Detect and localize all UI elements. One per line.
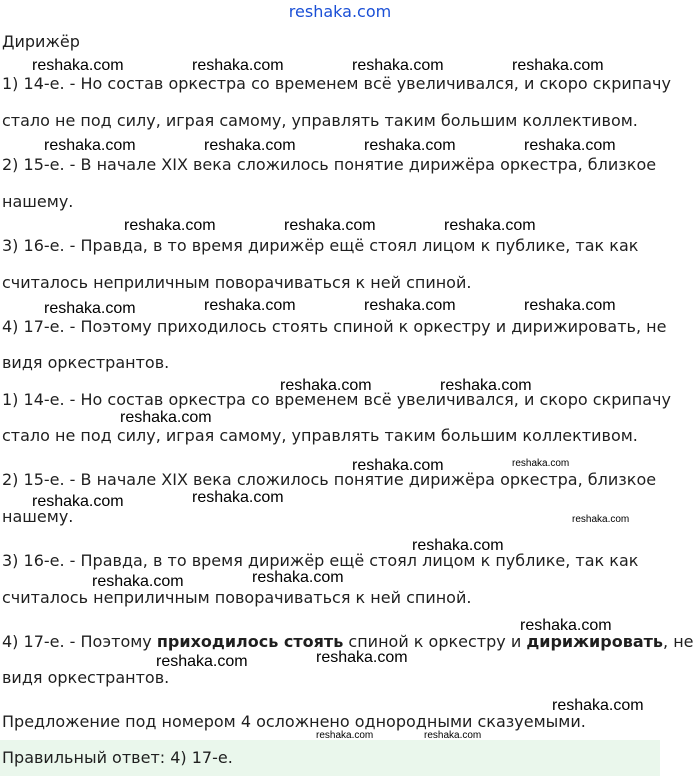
answer-box — [0, 740, 660, 776]
analysis-sentence-3-line-2: считалось неприличным поворачиваться к ней спиной. — [2, 588, 472, 607]
watermark: reshaka.com — [364, 137, 456, 154]
watermark: reshaka.com — [520, 617, 612, 634]
sentence-4-line-1: 4) 17-е. - Поэтому приходилось стоять спиной к оркестру и дирижировать, не — [2, 317, 667, 336]
watermark: reshaka.com — [204, 297, 296, 314]
analysis-sentence-2-line-1: 2) 15-е. - В начале XIX века сложилось понятие дирижёра оркестра, близкое — [2, 470, 657, 489]
analysis-sentence-1-line-2: стало не под силу, играя самому, управлять таким большим коллективом. — [2, 426, 638, 445]
watermark: reshaka.com — [32, 493, 124, 510]
watermark: reshaka.com — [280, 377, 372, 394]
answer-text: Правильный ответ: 4) 17-е. — [2, 748, 233, 767]
highlighted-predicate-2: дирижировать — [526, 632, 664, 651]
sentence-1-line-2: стало не под силу, играя самому, управлять таким большим коллективом. — [2, 111, 638, 130]
watermark: reshaka.com — [524, 297, 616, 314]
sentence-2-line-1: 2) 15-е. - В начале XIX века сложилось понятие дирижёра оркестра, близкое — [2, 155, 657, 174]
sentence-4-line-2: видя оркестрантов. — [2, 353, 170, 372]
analysis-sentence-3-line-1: 3) 16-е. - Правда, в то время дирижёр ещё стоял лицом к публике, так как — [2, 551, 639, 570]
sentence-3-line-1: 3) 16-е. - Правда, в то время дирижёр ещё стоял лицом к публике, так как — [2, 236, 639, 255]
sentence-3-line-2: считалось неприличным поворачиваться к ней спиной. — [2, 273, 472, 292]
watermark: reshaka.com — [92, 573, 184, 590]
watermark: reshaka.com — [252, 569, 344, 586]
watermark: reshaka.com — [572, 514, 630, 525]
watermark: reshaka.com — [552, 697, 644, 714]
watermark: reshaka.com — [120, 409, 212, 426]
analysis-sentence-4-line-2: видя оркестрантов. — [2, 668, 170, 687]
watermark: reshaka.com — [412, 537, 504, 554]
watermark: reshaka.com — [192, 489, 284, 506]
watermark: reshaka.com — [284, 217, 376, 234]
conclusion-text: Предложение под номером 4 осложнено однородными сказуемыми. — [2, 712, 586, 731]
watermark: reshaka.com — [444, 217, 536, 234]
watermark: reshaka.com — [124, 217, 216, 234]
analysis-sentence-2-line-2: нашему. — [2, 507, 74, 526]
watermark: reshaka.com — [424, 730, 482, 741]
watermark: reshaka.com — [352, 457, 444, 474]
watermark: reshaka.com — [204, 137, 296, 154]
text-fragment: 4) 17-е. - Поэтому — [2, 632, 157, 651]
analysis-sentence-1-line-1: 1) 14-е. - Но состав оркестра со временем всё увеличивался, и скоро скрипачу — [2, 390, 671, 409]
watermark: reshaka.com — [512, 458, 570, 469]
watermark: reshaka.com — [156, 653, 248, 670]
watermark: reshaka.com — [512, 57, 604, 74]
watermark: reshaka.com — [316, 730, 374, 741]
highlighted-predicate-1: приходилось стоять — [156, 632, 344, 651]
page-title: Дирижёр — [2, 32, 80, 51]
sentence-1-line-1: 1) 14-е. - Но состав оркестра со временем всё увеличивался, и скоро скрипачу — [2, 74, 671, 93]
watermark: reshaka.com — [352, 57, 444, 74]
watermark: reshaka.com — [44, 137, 136, 154]
text-fragment: , не — [663, 632, 694, 651]
watermark: reshaka.com — [32, 57, 124, 74]
watermark: reshaka.com — [364, 297, 456, 314]
site-header-link[interactable]: reshaka.com — [288, 2, 392, 21]
text-fragment: спиной к оркестру и — [343, 632, 527, 651]
watermark: reshaka.com — [316, 649, 408, 666]
watermark: reshaka.com — [440, 377, 532, 394]
watermark: reshaka.com — [192, 57, 284, 74]
watermark: reshaka.com — [44, 300, 136, 317]
sentence-2-line-2: нашему. — [2, 192, 74, 211]
watermark: reshaka.com — [524, 137, 616, 154]
